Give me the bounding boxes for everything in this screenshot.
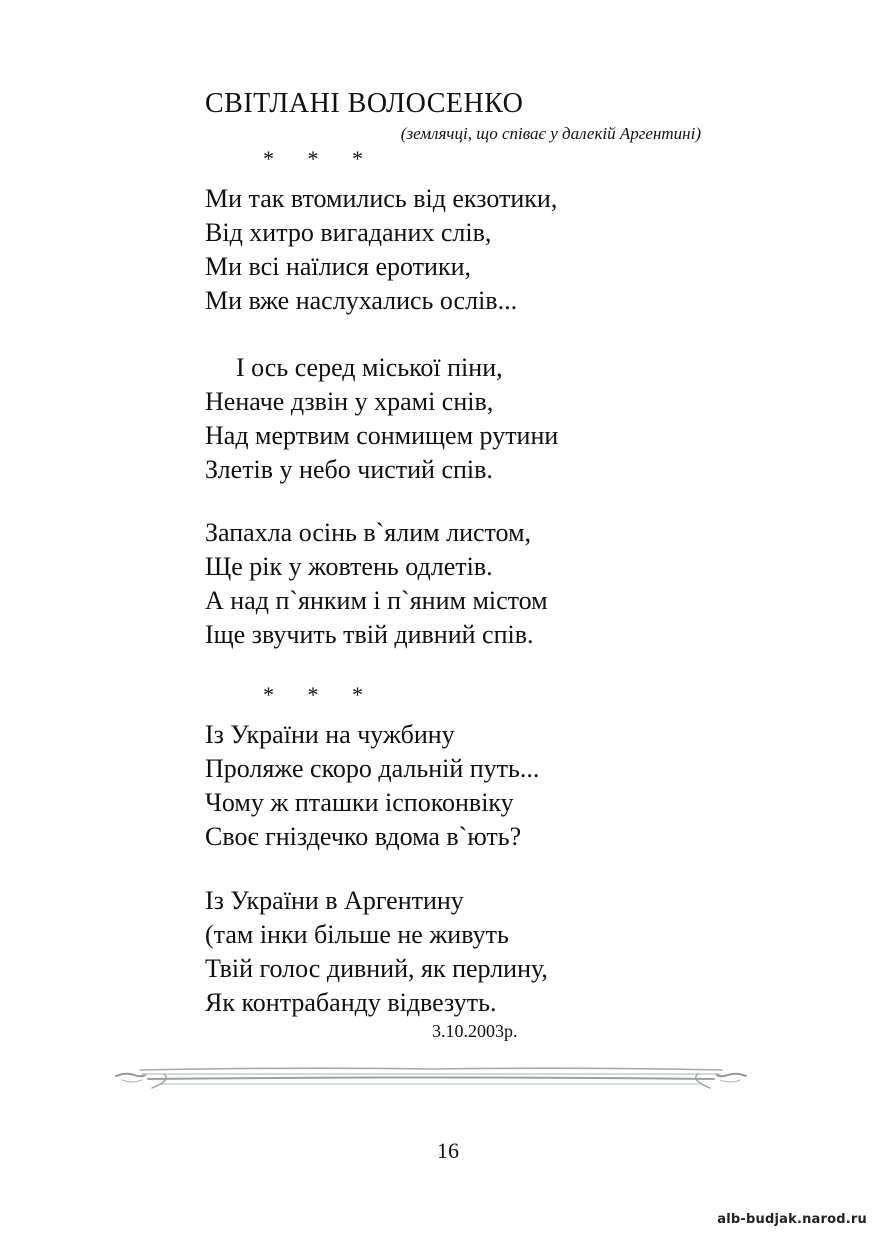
verse-line: Ми всі наїлися еротики, [205, 252, 472, 281]
verse-line: Своє гніздечко вдома в`ють? [205, 822, 522, 851]
decorative-divider [112, 1062, 750, 1096]
poem-dedication: (землячці, що співає у далекій Аргентині) [400, 124, 701, 143]
verse-line: Над мертвим сонмищем рутини [205, 421, 559, 450]
poem1-stanza-2 [205, 351, 558, 487]
verse-line: Ще рік у жовтень одлетів. [205, 552, 493, 581]
verse-line: Твій голос дивний, як перлину, [205, 954, 548, 983]
section-separator-1: * * * [263, 146, 377, 171]
section-separator-2: * * * [263, 682, 377, 707]
verse-line: Запахла осінь в`ялим листом, [205, 518, 532, 547]
verse-line: А над п`янким і п`яним містом [205, 586, 548, 615]
page-number: 16 [437, 1138, 459, 1163]
poem1-stanza-3 [205, 516, 548, 652]
poem-title: СВІТЛАНІ ВОЛОСЕНКО [205, 88, 524, 119]
verse-line: Чому ж пташки іспоконвіку [205, 788, 514, 817]
verse-line: Іще звучить твій дивний спів. [205, 620, 534, 649]
verse-line: Від хитро вигаданих слів, [205, 218, 492, 247]
verse-line: Як контрабанду відвезуть. [205, 988, 497, 1017]
verse-line: І ось серед міської піни, [236, 353, 503, 382]
verse-line: Ми вже наслухались ослів... [205, 286, 518, 315]
verse-line: Ми так втомились від екзотики, [205, 184, 558, 213]
verse-line: Із України на чужбину [205, 720, 455, 749]
verse-line: (там інки більше не живуть [205, 920, 509, 949]
poem-date: 3.10.2003р. [432, 1021, 518, 1041]
site-watermark: alb-budjak.narod.ru [717, 1212, 867, 1227]
verse-line: Злетів у небо чистий спів. [205, 455, 493, 484]
verse-line: Неначе дзвін у храмі снів, [205, 387, 494, 416]
verse-line: Із України в Аргентину [205, 886, 464, 915]
poem1-stanza-1 [205, 182, 557, 318]
poem2-stanza-2 [205, 884, 548, 1020]
verse-line: Проляже скоро дальній путь... [205, 754, 540, 783]
poem2-stanza-1 [205, 718, 539, 854]
